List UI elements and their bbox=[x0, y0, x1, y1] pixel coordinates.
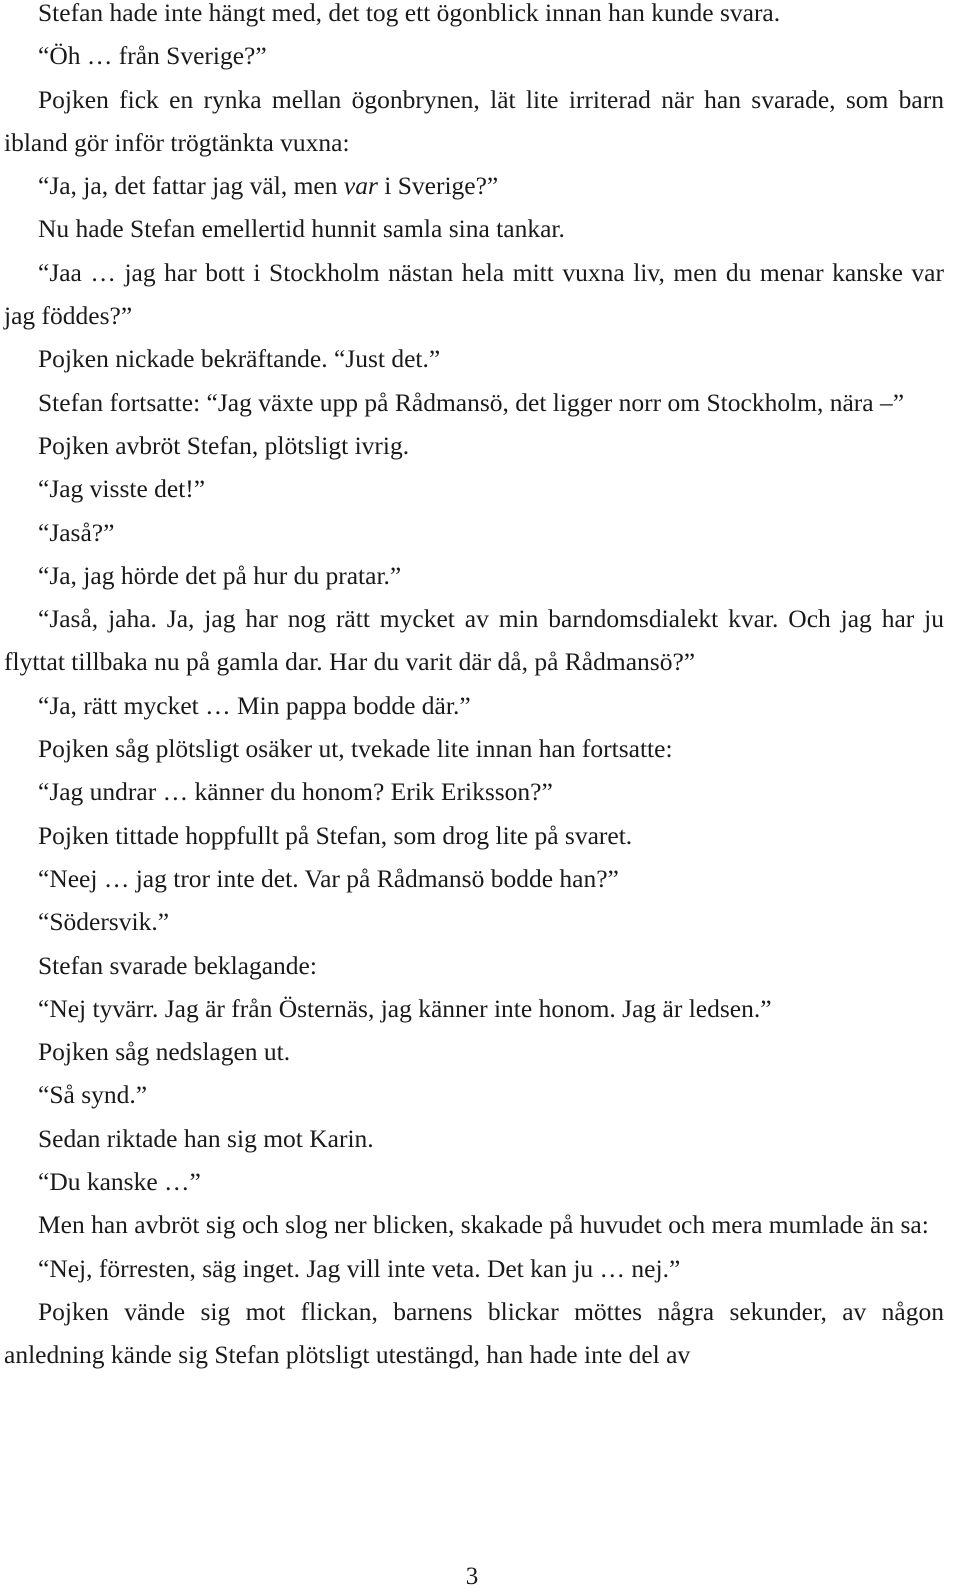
paragraph-text: i Sverige?” bbox=[377, 171, 499, 201]
paragraph: “Södersvik.” bbox=[38, 907, 170, 937]
paragraph: “Ja, jag hörde det på hur du pratar.” bbox=[38, 560, 402, 590]
paragraph: Pojken tittade hoppfullt på Stefan, som drog lite på svaret. bbox=[38, 820, 633, 850]
paragraph bbox=[4, 164, 944, 207]
paragraph: Pojken nickade bekräftande. “Just det.” bbox=[38, 344, 441, 374]
paragraph: “Du kanske …” bbox=[38, 1167, 201, 1197]
paragraph: Pojken avbröt Stefan, plötsligt ivrig. bbox=[38, 430, 410, 460]
paragraph: “Jaså?” bbox=[38, 517, 115, 547]
paragraph: “Jaså, jaha. Ja, jag har nog rätt mycket av min barndomsdialekt kvar. Och jag har ju flyttat tillbaka nu på gamla dar. Har du varit där då, på Rådmansö?” bbox=[4, 604, 944, 677]
paragraph: Nu hade Stefan emellertid hunnit samla sina tankar. bbox=[38, 214, 565, 244]
paragraph: Stefan svarade beklagande: bbox=[38, 950, 317, 980]
paragraph: Men han avbröt sig och slog ner blicken, skakade på huvudet och mera mumlade än sa: bbox=[38, 1210, 929, 1240]
paragraph: “Jag undrar … känner du honom? Erik Eriksson?” bbox=[38, 777, 553, 807]
book-page bbox=[4, 0, 944, 1377]
paragraph: Pojken såg plötsligt osäker ut, tvekade lite innan han fortsatte: bbox=[38, 734, 673, 764]
emphasized-word: var bbox=[343, 171, 378, 201]
paragraph-text: “Ja, ja, det fattar jag väl, men bbox=[38, 171, 344, 201]
paragraph: “Jag visste det!” bbox=[38, 474, 206, 504]
paragraph: “Nej, förresten, säg inget. Jag vill inte veta. Det kan ju … nej.” bbox=[38, 1253, 681, 1283]
paragraph: “Öh … från Sverige?” bbox=[38, 41, 267, 71]
paragraph: Stefan hade inte hängt med, det tog ett ögonblick innan han kunde svara. bbox=[38, 0, 781, 27]
paragraph: Sedan riktade han sig mot Karin. bbox=[38, 1123, 374, 1153]
paragraph: “Jaa … jag har bott i Stockholm nästan hela mitt vuxna liv, men du menar kanske var jag föddes?” bbox=[4, 257, 944, 331]
paragraph: Pojken fick en rynka mellan ögonbrynen, lät lite irriterad när han svarade, som barn ibland gör inför trögtänkta vuxna: bbox=[4, 84, 944, 157]
paragraph: Pojken vände sig mot flickan, barnens blickar möttes några sekunder, av någon anledning kände sig Stefan plötsligt utestängd, han hade inte del av bbox=[4, 1296, 944, 1370]
paragraph: Stefan fortsatte: “Jag växte upp på Rådmansö, det ligger norr om Stockholm, nära –” bbox=[38, 387, 905, 417]
paragraph: “Ja, rätt mycket … Min pappa bodde där.” bbox=[38, 690, 471, 720]
page-number: 3 bbox=[465, 1563, 479, 1590]
paragraph: “Så synd.” bbox=[38, 1080, 148, 1110]
paragraph: Pojken såg nedslagen ut. bbox=[38, 1037, 291, 1067]
paragraph: “Nej tyvärr. Jag är från Östernäs, jag känner inte honom. Jag är ledsen.” bbox=[38, 993, 772, 1023]
paragraph: “Neej … jag tror inte det. Var på Rådmansö bodde han?” bbox=[38, 863, 619, 893]
